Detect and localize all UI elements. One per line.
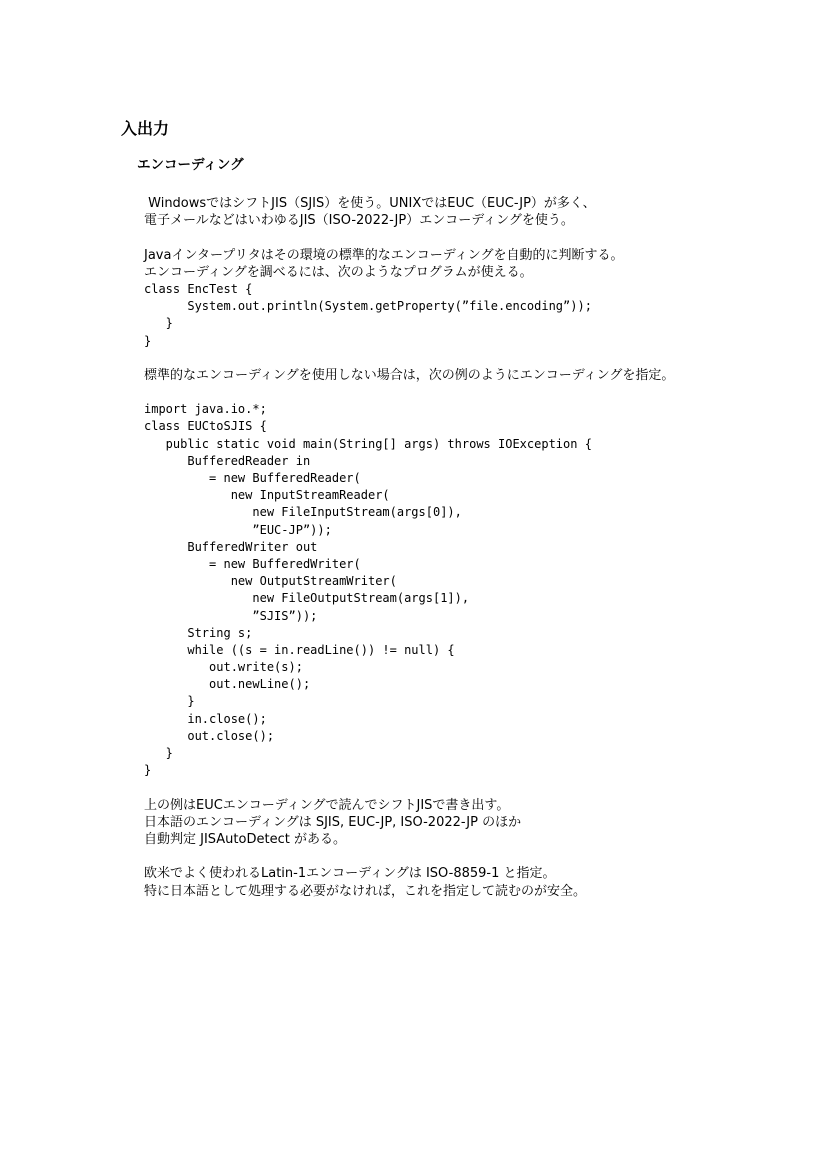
text-line: エンコーディングを調べるには、次のようなプログラムが使える。 bbox=[144, 264, 533, 280]
text-line: 欧米でよく使われるLatin-1エンコーディングは ISO-8859-1 と指定。 bbox=[144, 866, 556, 882]
code-line: new InputStreamReader( bbox=[144, 488, 390, 503]
blank-line bbox=[144, 384, 674, 401]
code-line: new FileInputStream(args[0]), bbox=[144, 505, 462, 520]
code-line: BufferedWriter out bbox=[144, 539, 318, 554]
section-heading: エンコーディング bbox=[137, 157, 244, 173]
blank-line bbox=[144, 229, 674, 246]
code-line: } bbox=[144, 746, 173, 760]
code-line: } bbox=[144, 333, 152, 348]
code-line: BufferedReader in bbox=[144, 453, 311, 468]
code-line: while ((s = in.readLine()) != null) { bbox=[144, 642, 455, 657]
code-line: = new BufferedReader( bbox=[144, 471, 361, 485]
code-line: out.newLine(); bbox=[144, 677, 311, 692]
text-line: WindowsではシフトJIS（SJIS）を使う。UNIXではEUC（EUC-JP）が多く、 bbox=[144, 196, 596, 211]
blank-line bbox=[144, 779, 674, 796]
text-line: 標準的なエンコーディングを使用しない場合は，次の例のようにエンコーディングを指定。 bbox=[144, 367, 675, 383]
code-line: out.write(s); bbox=[144, 660, 303, 675]
code-line: out.close(); bbox=[144, 728, 275, 743]
blank-line bbox=[144, 848, 674, 865]
code-line: ”EUC-JP”)); bbox=[144, 522, 332, 537]
code-line: class EncTest { bbox=[144, 281, 253, 296]
code-line: } bbox=[144, 694, 195, 709]
code-line: public static void main(String[] args) throws IOException { bbox=[144, 436, 592, 451]
code-line: class EUCtoSJIS { bbox=[144, 419, 267, 434]
page-title: 入出力 bbox=[121, 119, 170, 138]
code-line: System.out.println(System.getProperty(”file.encoding”)); bbox=[144, 299, 592, 314]
text-line: Javaインタープリタはその環境の標準的なエンコーディングを自動的に判断する。 bbox=[144, 247, 624, 263]
code-line: } bbox=[144, 763, 152, 778]
text-line: 上の例はEUCエンコーディングで読んでシフトJISで書き出す。 bbox=[144, 797, 510, 813]
text-line: 電子メールなどはいわゆるJIS（ISO-2022-JP）エンコーディングを使う。 bbox=[144, 213, 574, 229]
code-line: = new BufferedWriter( bbox=[144, 556, 361, 571]
code-line: new FileOutputStream(args[1]), bbox=[144, 591, 470, 606]
code-line: in.close(); bbox=[144, 711, 267, 726]
text-line: 日本語のエンコーディングは SJIS, EUC-JP, ISO-2022-JP のほか bbox=[144, 814, 522, 830]
code-line: new OutputStreamWriter( bbox=[144, 574, 397, 589]
blank-line bbox=[144, 350, 674, 367]
text-line: 自動判定 JISAutoDetect がある。 bbox=[144, 831, 346, 847]
code-line: String s; bbox=[144, 625, 253, 640]
code-line: ”SJIS”)); bbox=[144, 608, 318, 623]
document-body bbox=[144, 195, 674, 900]
code-line: import java.io.*; bbox=[144, 402, 267, 417]
code-line: } bbox=[144, 316, 173, 331]
text-line: 特に日本語として処理する必要がなければ，これを指定して読むのが安全。 bbox=[144, 883, 587, 899]
